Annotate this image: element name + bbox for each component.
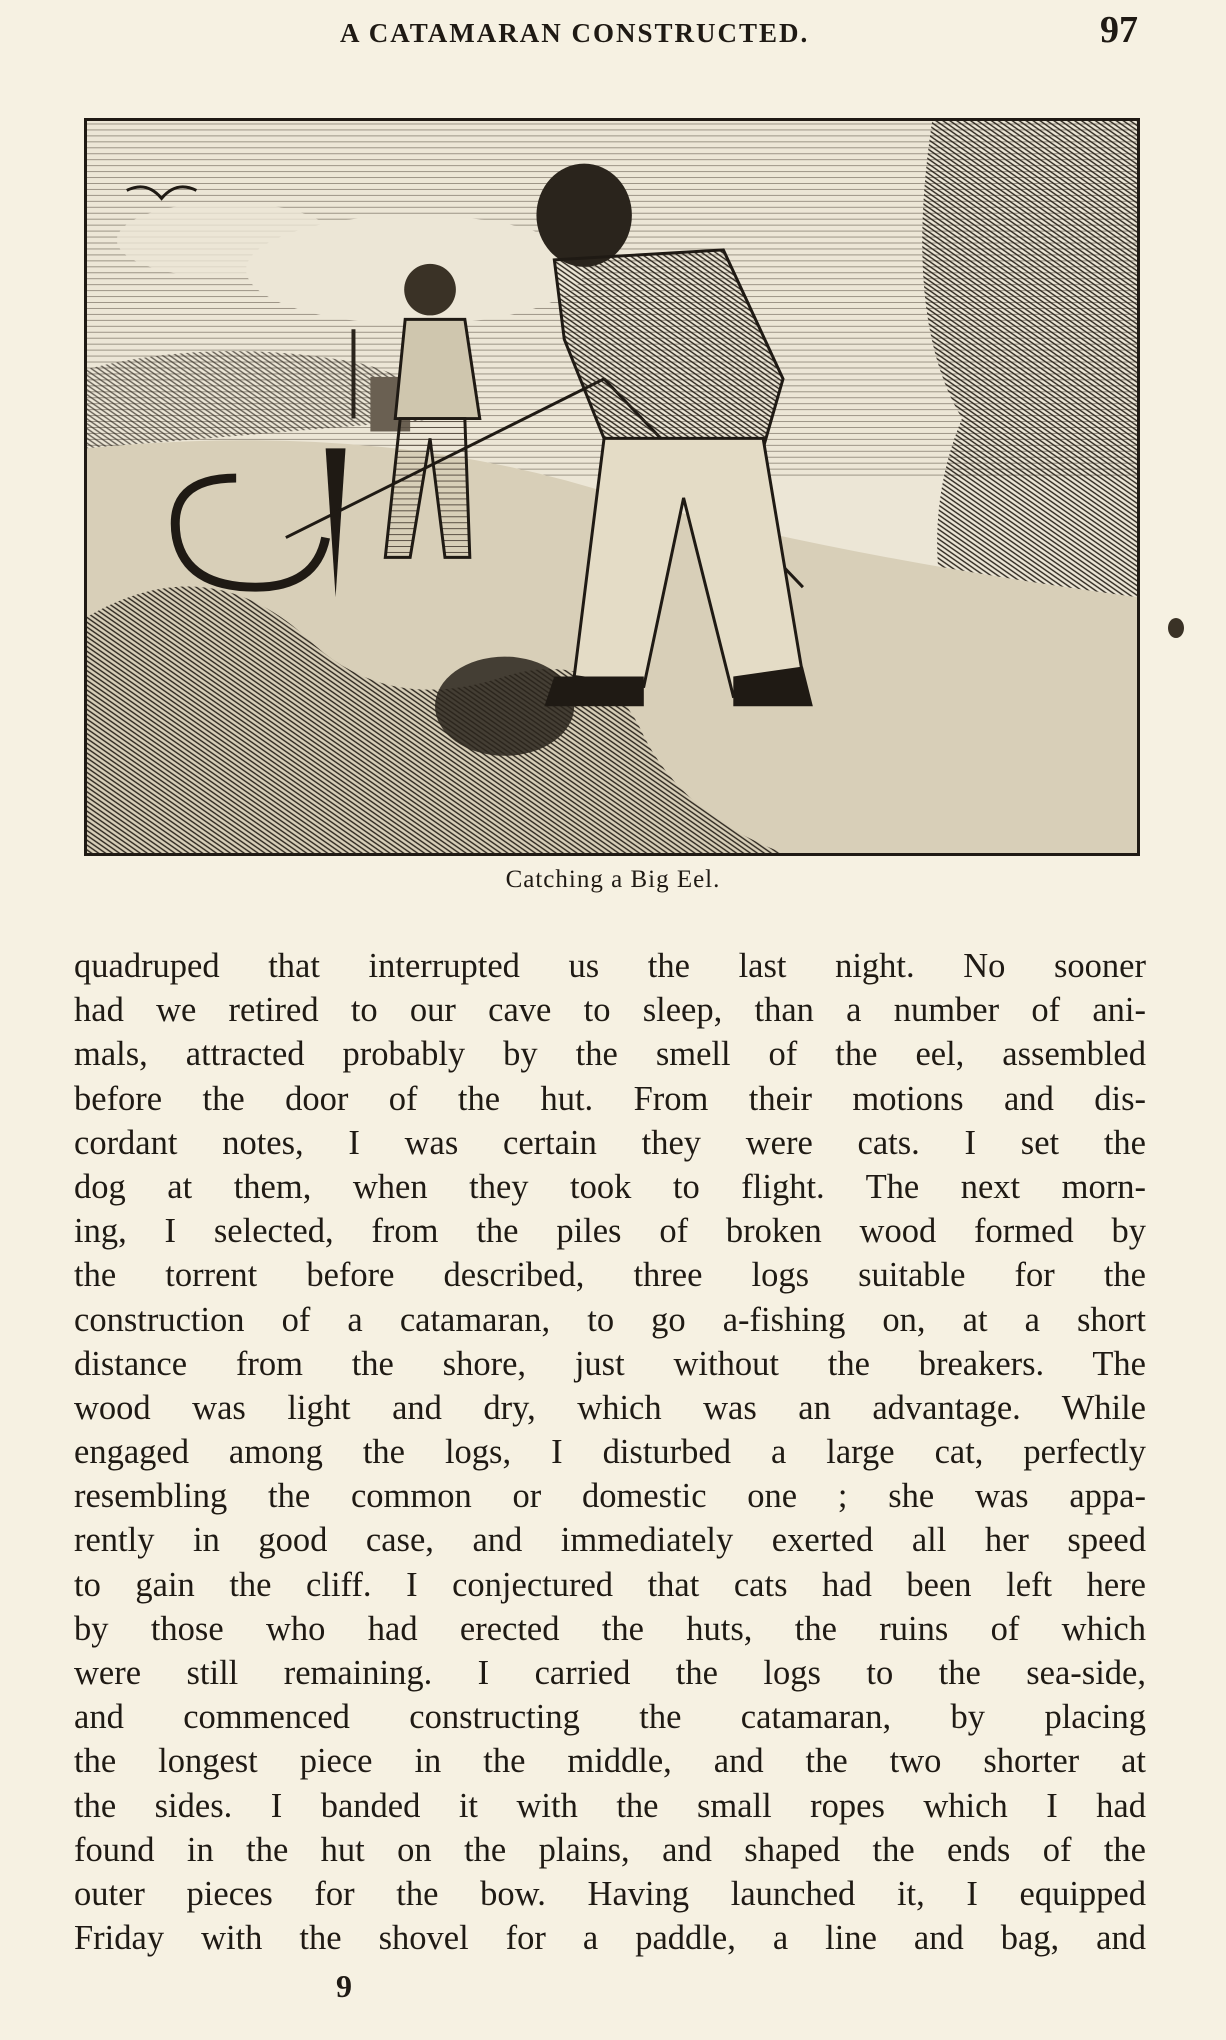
printer-signature: 9 — [336, 1968, 352, 2004]
running-title: A CATAMARAN CONSTRUCTED. — [340, 18, 810, 48]
text-line: the sides. I banded it with the small ropes which I had — [74, 1786, 1146, 1825]
text-line: outer pieces for the bow. Having launched it, I equipped — [74, 1874, 1146, 1913]
cloud — [117, 202, 336, 277]
text-line: the torrent before described, three logs suitable for the — [74, 1256, 1146, 1295]
text-line: by those who had erected the huts, the ruins of which — [74, 1609, 1146, 1648]
text-line: wood was light and dry, which was an advantage. While — [74, 1388, 1146, 1427]
text-line: cordant notes, I was certain they were cats. I set the — [74, 1123, 1146, 1162]
boy-body — [395, 319, 480, 418]
illustration-caption: Catching a Big Eel. — [505, 866, 721, 893]
engraving-illustration — [84, 118, 1140, 856]
body-text — [74, 944, 1146, 1960]
man-boot — [544, 676, 643, 706]
text-line: found in the hut on the plains, and shaped the ends of the — [74, 1830, 1146, 1869]
text-line: rently in good case, and immediately exerted all her speed — [74, 1521, 1146, 1560]
text-line: and commenced constructing the catamaran, by placing — [74, 1698, 1146, 1737]
text-line: construction of a catamaran, to go a-fishing on, at a short — [74, 1300, 1146, 1339]
text-line: engaged among the logs, I disturbed a large cat, perfectly — [74, 1433, 1146, 1472]
text-line: had we retired to our cave to sleep, than a number of ani- — [74, 991, 1146, 1030]
man-head — [536, 164, 631, 267]
text-line: ing, I selected, from the piles of broken wood formed by — [74, 1212, 1146, 1251]
margin-ink-spot — [1168, 618, 1184, 638]
text-line: were still remaining. I carried the logs to the sea-side, — [74, 1654, 1146, 1692]
text-line: resembling the common or domestic one ; she was appa- — [74, 1477, 1146, 1516]
text-line: before the door of the hut. From their motions and dis- — [74, 1079, 1146, 1118]
text-line: mals, attracted probably by the smell of the eel, assembled — [74, 1035, 1146, 1074]
text-line: distance from the shore, just without the breakers. The — [74, 1344, 1146, 1383]
text-line: to gain the cliff. I conjectured that cats had been left here — [74, 1565, 1146, 1604]
text-line: dog at them, when they took to flight. The next morn- — [74, 1167, 1146, 1206]
page-number: 97 — [1100, 9, 1138, 51]
text-line: the longest piece in the middle, and the two shorter at — [74, 1742, 1146, 1781]
engraving-drawing — [87, 121, 1137, 853]
boy-head — [404, 264, 456, 316]
text-line: Friday with the shovel for a paddle, a line and bag, and — [74, 1919, 1146, 1958]
text-line: quadruped that interrupted us the last night. No sooner — [74, 947, 1146, 985]
